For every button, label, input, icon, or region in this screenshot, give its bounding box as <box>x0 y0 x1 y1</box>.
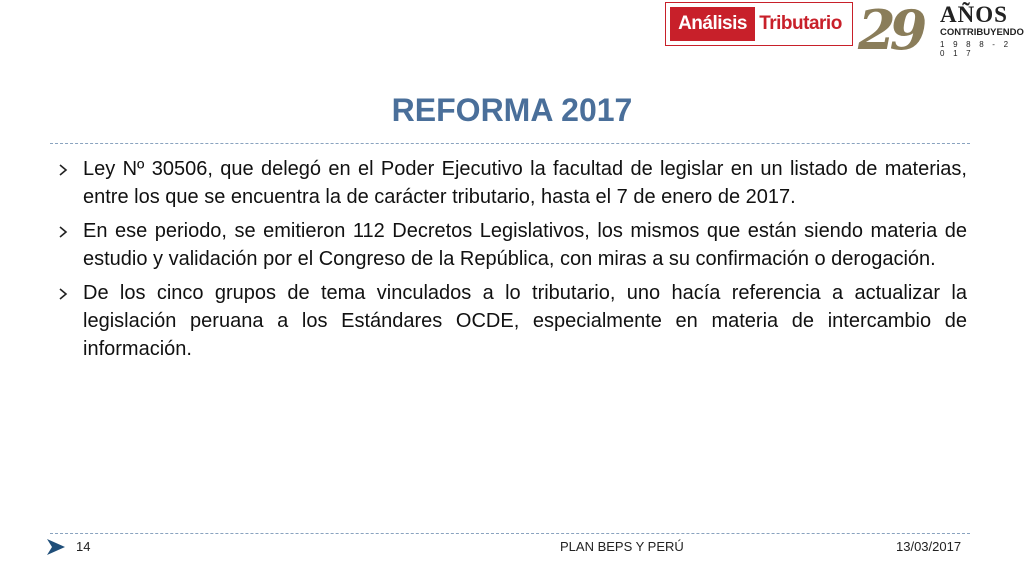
footer-date: 13/03/2017 <box>896 539 962 554</box>
chevron-right-icon <box>57 164 69 176</box>
anniversary-years: 1 9 8 8 - 2 0 1 7 <box>940 40 1012 58</box>
footer-title: PLAN BEPS Y PERÚ <box>560 539 684 554</box>
anniversary-number: 29 <box>858 0 922 62</box>
bullet-text: En ese periodo, se emitieron 112 Decretos Legislativos, los mismos que están siendo materia de estudio y validación por el Congreso de la República, con miras a su confirmación o derogación. <box>83 220 967 270</box>
anniversary-sub: CONTRIBUYENDO <box>940 27 1024 38</box>
bullet-text: Ley Nº 30506, que delegó en el Poder Ejecutivo la facultad de legislar en un listado de materias, entre los que se encuentra la de carácter tributario, hasta el 7 de enero de 2017. <box>83 158 967 208</box>
page-number: 14 <box>76 539 91 554</box>
bullet-list <box>55 155 967 369</box>
analisis-tributario-logo <box>665 2 853 46</box>
bullet-item <box>55 217 967 273</box>
footer-divider <box>50 533 970 534</box>
slide-title: REFORMA 2017 <box>391 92 633 128</box>
logo-right-text: Tributario <box>759 13 842 34</box>
bullet-text: De los cinco grupos de tema vinculados a lo tributario, uno hacía referencia a actualizar la legislación peruana a los Estándares OCDE, especialmente en materia de intercambio de información. <box>83 282 967 360</box>
logo-left-text: Análisis <box>670 7 755 41</box>
bullet-item <box>55 155 967 211</box>
anniversary-logo <box>858 0 938 62</box>
footer-arrow-icon <box>45 538 67 556</box>
bullet-item <box>55 279 967 363</box>
anniversary-word: AÑOS <box>940 2 1008 27</box>
title-divider <box>50 143 970 144</box>
chevron-right-icon <box>57 288 69 300</box>
chevron-right-icon <box>57 226 69 238</box>
